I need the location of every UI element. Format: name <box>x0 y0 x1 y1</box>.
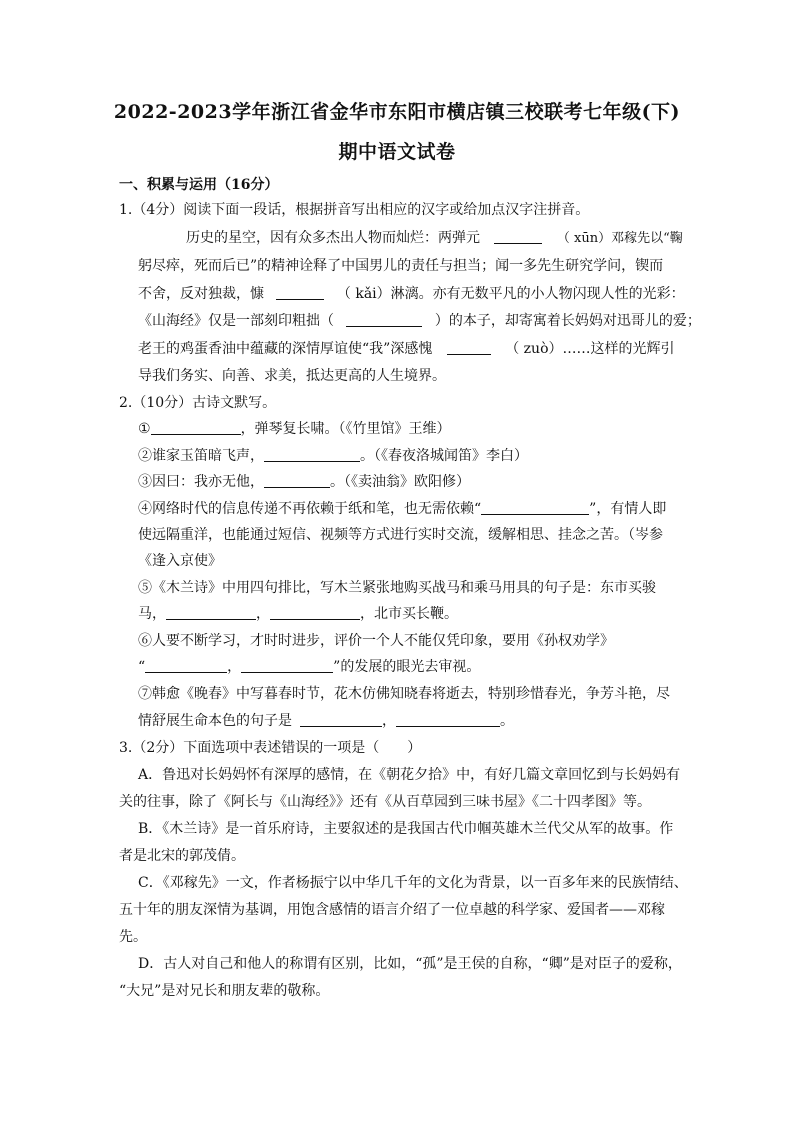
q3-stem: 3.（2分）下面选项中表述错误的一项是（ ） <box>119 740 422 756</box>
q1-line5-text2: （ zuò）……这样的光辉引 <box>505 341 675 357</box>
q2-item7-end: 。 <box>500 713 514 729</box>
q1-line6: 导我们务实、向善、求美，抵达更高的人生境界。 <box>138 368 446 384</box>
option-d-line1[interactable]: D．古人对自己和他人的称谓有区别，比如，“孤”是王侯的自称，“卿”是对臣子的爱称， <box>138 956 682 972</box>
option-c-line1[interactable]: C．《邓稼先》一文，作者杨振宁以中华几千年的文化为背景，以一百多年来的民族情结、 <box>138 875 688 891</box>
q2-item6-text2: ”的发展的眼光去审视。 <box>333 659 481 675</box>
q1-line1-text2: （ xūn）邓稼先以“鞠 <box>556 231 683 246</box>
q2-item6-quote: “ <box>138 659 146 675</box>
q2-item5-cont <box>138 604 458 624</box>
answer-blank[interactable] <box>145 658 227 673</box>
q2-item3-text2: 。（《卖油翁》欧阳修） <box>330 474 470 490</box>
q2-item7-cont <box>138 711 514 731</box>
q2-item1-num: ① <box>138 421 151 437</box>
answer-blank[interactable] <box>447 340 491 355</box>
answer-blank[interactable] <box>276 285 324 300</box>
q1-line4-text: 《山海经》仅是一部刻印粗拙（ <box>138 313 334 329</box>
q1-line5-text: 老王的鸡蛋香油中蕴藏的深情厚谊使“我”深感愧 <box>138 341 433 357</box>
q2-item4-cont: 使远隔重洋，也能通过短信、视频等方式进行实时交流，缓解相思、挂念之苦。（岑参 <box>138 527 663 543</box>
q1-line3 <box>138 284 685 304</box>
q2-item4-text: ④网络时代的信息传递不再依赖于纸和笔，也无需依赖“ <box>138 501 482 517</box>
q2-item7-comma: ， <box>382 713 396 729</box>
q1-line4-text2: ）的本子，却寄寓着长妈妈对迅哥儿的爱； <box>434 313 701 329</box>
q2-item3-text: ③因曰：我亦无他， <box>138 474 264 490</box>
answer-blank[interactable] <box>396 712 500 727</box>
option-c-line3: 先。 <box>119 929 147 945</box>
q1-line1 <box>186 228 683 249</box>
q2-item5-text: 马， <box>138 606 166 622</box>
q2-stem: 2.（10分）古诗文默写。 <box>119 395 277 411</box>
answer-blank[interactable] <box>151 420 241 435</box>
q2-item7-text: 情舒展生命本色的句子是 <box>138 713 292 729</box>
q1-line3-text: 不舍，反对独裁，慷 <box>138 286 264 302</box>
answer-blank[interactable] <box>494 229 542 244</box>
q2-item6-comma: ， <box>227 659 242 675</box>
answer-blank[interactable] <box>300 712 382 727</box>
answer-blank[interactable] <box>481 500 589 515</box>
q1-line1-text: 历史的星空，因有众多杰出人物而灿烂：两弹元 <box>186 230 480 246</box>
section-heading: 一、积累与运用（16分） <box>119 177 279 193</box>
q2-item5-comma: ， <box>256 606 270 622</box>
q2-item4-source: 《逢入京使》 <box>138 553 222 569</box>
option-b-line1[interactable]: B．《木兰诗》是一首乐府诗，主要叙述的是我国古代巾帼英雄木兰代父从军的故事。作 <box>138 821 674 837</box>
q2-item6: ⑥人要不断学习，才时时进步，评价一个人不能仅凭印象，要用《孙权劝学》 <box>138 633 614 649</box>
q2-item5-text2: ，北市买长鞭。 <box>360 606 458 622</box>
q1-line3-text2: （ kǎi）淋漓。亦有无数平凡的小人物闪现人性的光彩： <box>336 286 685 302</box>
exam-title-line1: 2022-2023学年浙江省金华市东阳市横店镇三校联考七年级(下) <box>113 101 681 123</box>
option-a-line1[interactable]: A．鲁迅对长妈妈怀有深厚的感情，在《朝花夕拾》中，有好几篇文章回忆到与长妈妈有 <box>138 767 681 783</box>
q1-line2: 躬尽瘁，死而后已”的精神诠释了中国男儿的责任与担当；闻一多先生研究学问，锲而 <box>138 258 664 274</box>
q2-item5: ⑤《木兰诗》中用四句排比，写木兰紧张地购买战马和乘马用具的句子是：东市买骏 <box>138 580 656 596</box>
answer-blank[interactable] <box>264 447 360 462</box>
q2-item6-cont <box>138 657 480 677</box>
option-b-line2: 者是北宋的郭茂倩。 <box>119 848 245 864</box>
exam-title-line2: 期中语文试卷 <box>338 141 456 163</box>
q2-item7: ⑦韩愈《晚春》中写暮春时节，花木仿佛知晓春将逝去，特别珍惜春光，争芳斗艳，尽 <box>138 686 670 702</box>
q2-item2 <box>138 446 528 466</box>
q2-item1-text: ，弹琴复长啸。（《竹里馆》王维） <box>240 421 451 437</box>
q1-stem: 1.（4分）阅读下面一段话，根据拼音写出相应的汉字或给加点汉字注拼音。 <box>119 202 590 218</box>
option-a-line2: 关的往事，除了《阿长与《山海经》》还有《从百草园到三味书屋》《二十四孝图》等。 <box>119 794 651 810</box>
answer-blank[interactable] <box>241 658 333 673</box>
q2-item3 <box>138 472 470 492</box>
option-d-line2: “大兄”是对兄长和朋友辈的敬称。 <box>119 983 330 999</box>
q2-item4 <box>138 499 666 519</box>
answer-blank[interactable] <box>264 473 330 488</box>
q1-line5 <box>138 339 675 359</box>
answer-blank[interactable] <box>270 605 360 620</box>
q2-item2-text: ②谁家玉笛暗飞声， <box>138 448 264 464</box>
answer-blank[interactable] <box>346 312 422 327</box>
q2-item4-text2: ”，有情人即 <box>589 501 667 517</box>
option-c-line2: 五十年的朋友深情为基调，用饱含感情的语言介绍了一位卓越的科学家、爱国者——邓稼 <box>119 902 665 918</box>
answer-blank[interactable] <box>166 605 256 620</box>
q2-item1 <box>138 419 451 439</box>
q1-line4 <box>138 311 701 331</box>
q2-item2-text2: 。（《春夜洛城闻笛》李白） <box>360 448 528 464</box>
